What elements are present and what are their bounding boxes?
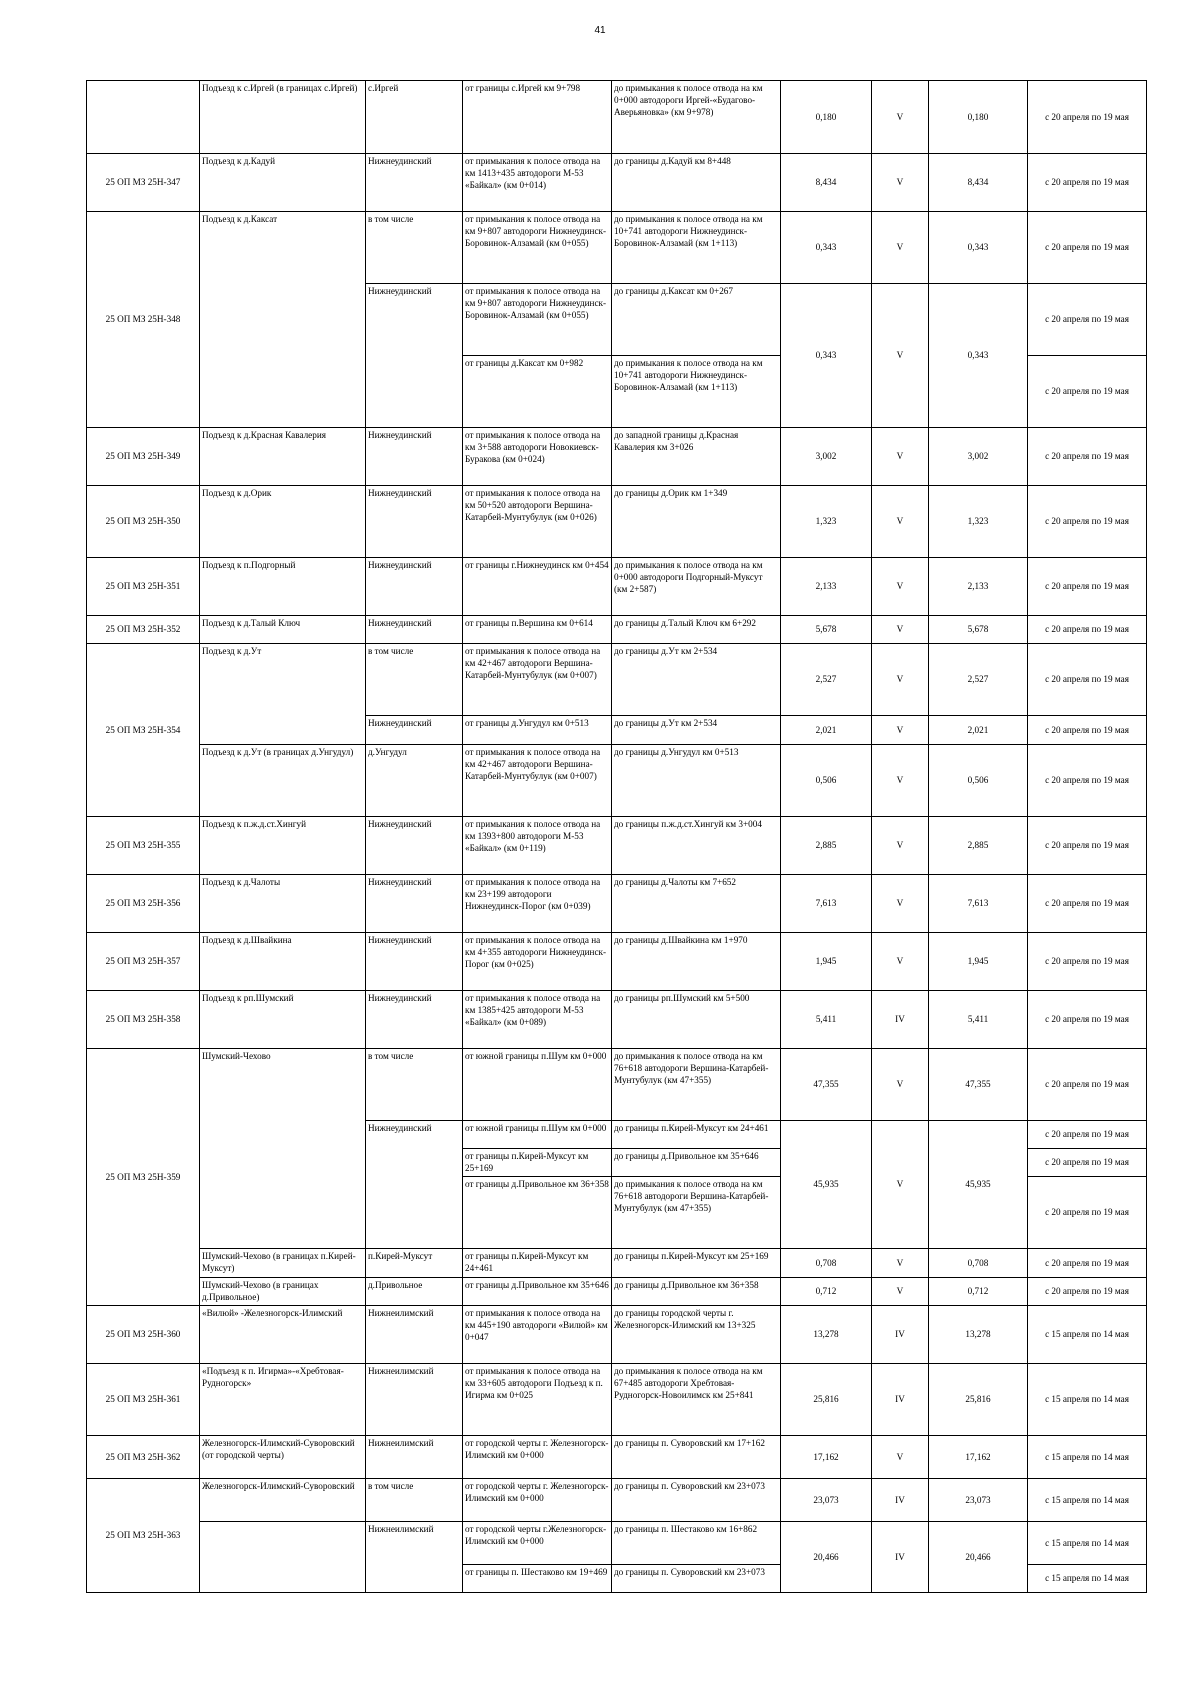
road-name-cell: Подъезд к рп.Шумский [200,991,366,1049]
restricted-length-cell: 25,816 [929,1364,1028,1436]
page-number: 41 [594,25,606,36]
district-cell: в том числе [366,212,463,284]
section-start-cell: от южной границы п.Шум км 0+000 [463,1121,612,1149]
restriction-period-cell: с 20 апреля по 19 мая [1028,212,1147,284]
length-cell: 0,343 [781,212,872,284]
restriction-period-cell: с 20 апреля по 19 мая [1028,616,1147,644]
restricted-length-cell: 0,712 [929,1278,1028,1306]
section-start-cell: от границы г.Нижнеудинск км 0+454 [463,558,612,616]
table-row [87,1049,1147,1121]
table-row [87,616,1147,644]
table-row [87,1249,1147,1278]
table-row [87,1436,1147,1479]
category-cell: IV [872,1306,929,1364]
road-code-cell: 25 ОП МЗ 25Н-363 [87,1479,200,1593]
restriction-period-cell: с 20 апреля по 19 мая [1028,81,1147,154]
section-start-cell: от примыкания к полосе отвода на км 9+807 автодороги Нижнеудинск-Боровинок-Алзамай (км 0+055) [463,284,612,356]
district-cell: Нижнеудинский [366,991,463,1049]
district-cell: Нижнеудинский [366,284,463,428]
section-start-cell: от примыкания к полосе отвода на км 50+520 автодороги Вершина-Катарбей-Мунтубулук (км 0+026) [463,486,612,558]
section-end-cell: до примыкания к полосе отвода на км 0+000 автодороги Подгорный-Муксут (км 2+587) [612,558,781,616]
restriction-period-cell: с 20 апреля по 19 мая [1028,875,1147,933]
section-end-cell: до границы п. Суворовский км 23+073 [612,1565,781,1593]
table-row [87,1278,1147,1306]
restricted-length-cell: 7,613 [929,875,1028,933]
restricted-length-cell: 0,343 [929,212,1028,284]
category-cell: IV [872,1522,929,1593]
table-row [87,1522,1147,1565]
table-row [87,428,1147,486]
restricted-length-cell: 2,885 [929,817,1028,875]
restriction-period-cell: с 20 апреля по 19 мая [1028,154,1147,212]
section-start-cell: от примыкания к полосе отвода на км 9+807 автодороги Нижнеудинск-Боровинок-Алзамай (км 0+055) [463,212,612,284]
category-cell: V [872,1278,929,1306]
section-end-cell: до границы п.Кирей-Муксут км 24+461 [612,1121,781,1149]
district-cell: Нижнеудинский [366,716,463,745]
category-cell: V [872,644,929,716]
table-row [87,212,1147,284]
restricted-length-cell: 1,323 [929,486,1028,558]
district-cell: Нижнеудинский [366,558,463,616]
road-code-cell: 25 ОП МЗ 25Н-348 [87,212,200,428]
category-cell: V [872,875,929,933]
restriction-period-cell: с 15 апреля по 14 мая [1028,1306,1147,1364]
road-code-cell: 25 ОП МЗ 25Н-361 [87,1364,200,1436]
section-end-cell: до западной границы д.Красная Кавалерия км 3+026 [612,428,781,486]
category-cell: V [872,817,929,875]
restricted-length-cell: 0,343 [929,284,1028,428]
length-cell: 23,073 [781,1479,872,1522]
length-cell: 45,935 [781,1121,872,1249]
section-end-cell: до примыкания к полосе отвода на км 67+485 автодороги Хребтовая-Рудногорск-Новоилимск км 25+841 [612,1364,781,1436]
district-cell: с.Иргей [366,81,463,154]
section-end-cell: до границы д.Привольное км 36+358 [612,1278,781,1306]
restriction-period-cell: с 20 апреля по 19 мая [1028,1049,1147,1121]
section-start-cell: от примыкания к полосе отвода на км 42+467 автодороги Вершина-Катарбей-Мунтубулук (км 0+007) [463,745,612,817]
section-end-cell: до примыкания к полосе отвода на км 10+741 автодороги Нижнеудинск-Боровинок-Алзамай (км 1+113) [612,212,781,284]
district-cell: в том числе [366,1479,463,1522]
table-row [87,81,1147,154]
district-cell: Нижнеудинский [366,875,463,933]
section-end-cell: до примыкания к полосе отвода на км 76+618 автодороги Вершина-Катарбей-Мунтубулук (км 47+355) [612,1177,781,1249]
length-cell: 1,323 [781,486,872,558]
restricted-length-cell: 0,506 [929,745,1028,817]
road-code-cell: 25 ОП МЗ 25Н-362 [87,1436,200,1479]
restriction-period-cell: с 20 апреля по 19 мая [1028,745,1147,817]
section-end-cell: до границы д.Кадуй км 8+448 [612,154,781,212]
road-name-cell: Шумский-Чехово [200,1049,366,1249]
road-name-cell: Подъезд к д.Орик [200,486,366,558]
restriction-period-cell: с 15 апреля по 14 мая [1028,1565,1147,1593]
length-cell: 20,466 [781,1522,872,1593]
road-code-cell: 25 ОП МЗ 25Н-357 [87,933,200,991]
section-start-cell: от границы п.Кирей-Муксут км 24+461 [463,1249,612,1278]
restricted-length-cell: 17,162 [929,1436,1028,1479]
road-name-cell: Подъезд к с.Иргей (в границах с.Иргей) [200,81,366,154]
road-code-cell: 25 ОП МЗ 25Н-347 [87,154,200,212]
category-cell: V [872,81,929,154]
section-end-cell: до границы городской черты г. Железногорск-Илимский км 13+325 [612,1306,781,1364]
road-name-cell: «Подъезд к п. Игирма»-«Хребтовая-Рудногорск» [200,1364,366,1436]
restricted-length-cell: 23,073 [929,1479,1028,1522]
restriction-period-cell: с 20 апреля по 19 мая [1028,1149,1147,1177]
section-end-cell: до границы п. Суворовский км 17+162 [612,1436,781,1479]
road-name-cell: Подъезд к д.Талый Ключ [200,616,366,644]
restriction-period-cell: с 20 апреля по 19 мая [1028,356,1147,428]
length-cell: 0,712 [781,1278,872,1306]
section-start-cell: от границы д.Унгудул км 0+513 [463,716,612,745]
table-row [87,991,1147,1049]
section-start-cell: от примыкания к полосе отвода на км 3+588 автодороги Новокиевск-Буракова (км 0+024) [463,428,612,486]
table-row [87,1479,1147,1522]
road-name-cell: Подъезд к п.Подгорный [200,558,366,616]
road-code-cell: 25 ОП МЗ 25Н-352 [87,616,200,644]
category-cell: V [872,1249,929,1278]
table-row [87,154,1147,212]
section-end-cell: до границы д.Ут км 2+534 [612,644,781,716]
category-cell: V [872,616,929,644]
category-cell: V [872,1049,929,1121]
road-name-cell [200,1522,366,1593]
district-cell: Нижнеудинский [366,428,463,486]
section-start-cell: от границы д.Каксат км 0+982 [463,356,612,428]
road-name-cell: Подъезд к д.Ут [200,644,366,745]
restricted-length-cell: 45,935 [929,1121,1028,1249]
section-end-cell: до примыкания к полосе отвода на км 0+000 автодороги Иргей-«Будагово-Аверьяновка» (км 9+978) [612,81,781,154]
section-end-cell: до границы п. Суворовский км 23+073 [612,1479,781,1522]
section-start-cell: от примыкания к полосе отвода на км 1393+800 автодороги М-53 «Байкал» (км 0+119) [463,817,612,875]
category-cell: IV [872,1364,929,1436]
length-cell: 0,343 [781,284,872,428]
district-cell: Нижнеудинский [366,1121,463,1249]
road-code-cell: 25 ОП МЗ 25Н-351 [87,558,200,616]
road-name-cell: Подъезд к п.ж.д.ст.Хингуй [200,817,366,875]
section-end-cell: до примыкания к полосе отвода на км 10+741 автодороги Нижнеудинск-Боровинок-Алзамай (км 1+113) [612,356,781,428]
restriction-period-cell: с 20 апреля по 19 мая [1028,1278,1147,1306]
district-cell: Нижнеилимский [366,1436,463,1479]
road-name-cell: Шумский-Чехово (в границах п.Кирей-Муксут) [200,1249,366,1278]
section-end-cell: до границы д.Швайкина км 1+970 [612,933,781,991]
restriction-period-cell: с 15 апреля по 14 мая [1028,1364,1147,1436]
restricted-length-cell: 1,945 [929,933,1028,991]
district-cell: Нижнеилимский [366,1364,463,1436]
restriction-period-cell: с 20 апреля по 19 мая [1028,817,1147,875]
restricted-length-cell: 3,002 [929,428,1028,486]
category-cell: V [872,1121,929,1249]
restriction-period-cell: с 20 апреля по 19 мая [1028,284,1147,356]
restriction-period-cell: с 20 апреля по 19 мая [1028,1177,1147,1249]
district-cell: д.Привольное [366,1278,463,1306]
road-code-cell [87,81,200,154]
restricted-length-cell: 47,355 [929,1049,1028,1121]
road-name-cell: Подъезд к д.Швайкина [200,933,366,991]
section-end-cell: до границы д.Унгудул км 0+513 [612,745,781,817]
length-cell: 25,816 [781,1364,872,1436]
category-cell: IV [872,1479,929,1522]
section-start-cell: от городской черты г.Железногорск-Илимский км 0+000 [463,1522,612,1565]
road-name-cell: Подъезд к д.Ут (в границах д.Унгудул) [200,745,366,817]
road-code-cell: 25 ОП МЗ 25Н-350 [87,486,200,558]
restriction-period-cell: с 15 апреля по 14 мая [1028,1479,1147,1522]
district-cell: в том числе [366,644,463,716]
roads-table [86,80,1147,1593]
road-name-cell: Подъезд к д.Кадуй [200,154,366,212]
road-code-cell: 25 ОП МЗ 25Н-359 [87,1049,200,1306]
restriction-period-cell: с 15 апреля по 14 мая [1028,1436,1147,1479]
road-name-cell: Шумский-Чехово (в границах д.Привольное) [200,1278,366,1306]
section-start-cell: от границы д.Привольное км 35+646 [463,1278,612,1306]
category-cell: V [872,428,929,486]
category-cell: V [872,212,929,284]
length-cell: 1,945 [781,933,872,991]
table-row [87,875,1147,933]
restricted-length-cell: 8,434 [929,154,1028,212]
road-code-cell: 25 ОП МЗ 25Н-349 [87,428,200,486]
restriction-period-cell: с 20 апреля по 19 мая [1028,1249,1147,1278]
category-cell: V [872,933,929,991]
restriction-period-cell: с 20 апреля по 19 мая [1028,486,1147,558]
district-cell: Нижнеилимский [366,1306,463,1364]
table-row [87,1364,1147,1436]
restricted-length-cell: 2,021 [929,716,1028,745]
section-start-cell: от городской черты г. Железногорск-Илимский км 0+000 [463,1479,612,1522]
section-start-cell: от границы п.Кирей-Муксут км 25+169 [463,1149,612,1177]
road-name-cell: Подъезд к д.Красная Кавалерия [200,428,366,486]
length-cell: 2,133 [781,558,872,616]
restriction-period-cell: с 20 апреля по 19 мая [1028,644,1147,716]
restricted-length-cell: 20,466 [929,1522,1028,1593]
section-end-cell: до границы п.ж.д.ст.Хингуй км 3+004 [612,817,781,875]
restriction-period-cell: с 20 апреля по 19 мая [1028,933,1147,991]
section-end-cell: до границы д.Ут км 2+534 [612,716,781,745]
road-code-cell: 25 ОП МЗ 25Н-355 [87,817,200,875]
road-name-cell: Подъезд к д.Чалоты [200,875,366,933]
table-row [87,745,1147,817]
section-end-cell: до границы д.Привольное км 35+646 [612,1149,781,1177]
road-code-cell: 25 ОП МЗ 25Н-360 [87,1306,200,1364]
category-cell: V [872,1436,929,1479]
road-code-cell: 25 ОП МЗ 25Н-354 [87,644,200,817]
length-cell: 5,678 [781,616,872,644]
category-cell: V [872,486,929,558]
section-end-cell: до границы рп.Шумский км 5+500 [612,991,781,1049]
section-end-cell: до границы д.Каксат км 0+267 [612,284,781,356]
category-cell: V [872,716,929,745]
section-start-cell: от примыкания к полосе отвода на км 4+355 автодороги Нижнеудинск-Порог (км 0+025) [463,933,612,991]
length-cell: 0,180 [781,81,872,154]
category-cell: V [872,284,929,428]
section-start-cell: от примыкания к полосе отвода на км 42+467 автодороги Вершина-Катарбей-Мунтубулук (км 0+007) [463,644,612,716]
restriction-period-cell: с 20 апреля по 19 мая [1028,558,1147,616]
district-cell: Нижнеудинский [366,616,463,644]
section-end-cell: до границы п. Шестаково км 16+862 [612,1522,781,1565]
district-cell: п.Кирей-Муксут [366,1249,463,1278]
section-end-cell: до границы д.Орик км 1+349 [612,486,781,558]
section-end-cell: до примыкания к полосе отвода на км 76+618 автодороги Вершина-Катарбей-Мунтубулук (км 47+355) [612,1049,781,1121]
section-start-cell: от южной границы п.Шум км 0+000 [463,1049,612,1121]
section-start-cell: от границы с.Иргей км 9+798 [463,81,612,154]
restriction-period-cell: с 15 апреля по 14 мая [1028,1522,1147,1565]
length-cell: 2,021 [781,716,872,745]
length-cell: 0,506 [781,745,872,817]
section-start-cell: от границы д.Привольное км 36+358 [463,1177,612,1249]
table-row [87,558,1147,616]
road-name-cell: Подъезд к д.Каксат [200,212,366,428]
road-code-cell: 25 ОП МЗ 25Н-356 [87,875,200,933]
length-cell: 3,002 [781,428,872,486]
district-cell: д.Унгудул [366,745,463,817]
section-end-cell: до границы д.Чалоты км 7+652 [612,875,781,933]
restricted-length-cell: 13,278 [929,1306,1028,1364]
table-row [87,644,1147,716]
section-end-cell: до границы д.Талый Ключ км 6+292 [612,616,781,644]
length-cell: 7,613 [781,875,872,933]
length-cell: 17,162 [781,1436,872,1479]
restricted-length-cell: 0,180 [929,81,1028,154]
length-cell: 0,708 [781,1249,872,1278]
section-start-cell: от границы п.Вершина км 0+614 [463,616,612,644]
restriction-period-cell: с 20 апреля по 19 мая [1028,991,1147,1049]
category-cell: IV [872,991,929,1049]
district-cell: в том числе [366,1049,463,1121]
category-cell: V [872,745,929,817]
category-cell: V [872,154,929,212]
section-start-cell: от городской черты г. Железногорск-Илимский км 0+000 [463,1436,612,1479]
length-cell: 2,885 [781,817,872,875]
restricted-length-cell: 2,527 [929,644,1028,716]
restricted-length-cell: 5,678 [929,616,1028,644]
length-cell: 47,355 [781,1049,872,1121]
road-name-cell: Железногорск-Илимский-Суворовский [200,1479,366,1522]
restricted-length-cell: 2,133 [929,558,1028,616]
table-row [87,486,1147,558]
section-start-cell: от примыкания к полосе отвода на км 445+190 автодороги «Вилюй» км 0+047 [463,1306,612,1364]
district-cell: Нижнеудинский [366,154,463,212]
restricted-length-cell: 0,708 [929,1249,1028,1278]
table-row [87,817,1147,875]
district-cell: Нижнеилимский [366,1522,463,1593]
section-start-cell: от границы п. Шестаково км 19+469 [463,1565,612,1593]
length-cell: 8,434 [781,154,872,212]
section-start-cell: от примыкания к полосе отвода на км 1385+425 автодороги М-53 «Байкал» (км 0+089) [463,991,612,1049]
restriction-period-cell: с 20 апреля по 19 мая [1028,428,1147,486]
section-start-cell: от примыкания к полосе отвода на км 33+605 автодороги Подъезд к п. Игирма км 0+025 [463,1364,612,1436]
district-cell: Нижнеудинский [366,933,463,991]
road-code-cell: 25 ОП МЗ 25Н-358 [87,991,200,1049]
length-cell: 5,411 [781,991,872,1049]
table-row [87,933,1147,991]
section-start-cell: от примыкания к полосе отвода на км 1413+435 автодороги М-53 «Байкал» (км 0+014) [463,154,612,212]
road-name-cell: Железногорск-Илимский-Суворовский (от городской черты) [200,1436,366,1479]
district-cell: Нижнеудинский [366,486,463,558]
restriction-period-cell: с 20 апреля по 19 мая [1028,716,1147,745]
restricted-length-cell: 5,411 [929,991,1028,1049]
category-cell: V [872,558,929,616]
length-cell: 2,527 [781,644,872,716]
section-end-cell: до границы п.Кирей-Муксут км 25+169 [612,1249,781,1278]
district-cell: Нижнеудинский [366,817,463,875]
table-row [87,1306,1147,1364]
restriction-period-cell: с 20 апреля по 19 мая [1028,1121,1147,1149]
road-name-cell: «Вилюй» -Железногорск-Илимский [200,1306,366,1364]
length-cell: 13,278 [781,1306,872,1364]
section-start-cell: от примыкания к полосе отвода на км 23+199 автодороги Нижнеудинск-Порог (км 0+039) [463,875,612,933]
